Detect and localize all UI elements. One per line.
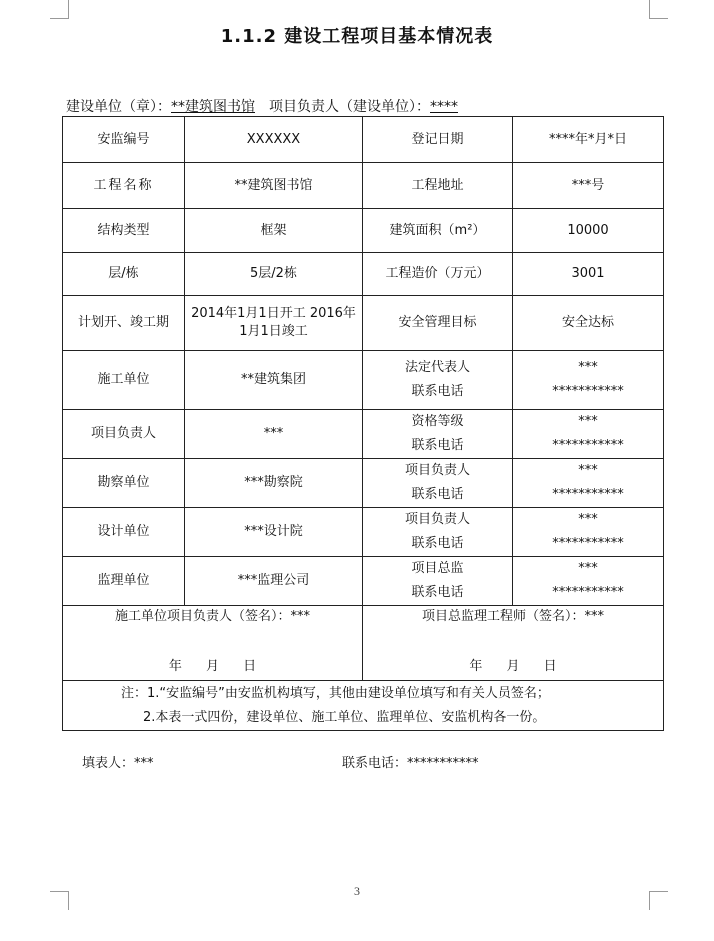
signature-date: 年 月 日 [168, 659, 257, 674]
table-row [63, 296, 664, 351]
field-label: 联系电话 [411, 438, 464, 453]
cell-label: 监理单位 [63, 557, 185, 606]
cell-label: 项目负责人 [63, 410, 185, 459]
builder-value: **建筑图书馆 [171, 99, 255, 115]
field-label: 项目负责人 [404, 463, 470, 478]
cell-label-pair [363, 459, 513, 508]
table-row [63, 410, 664, 459]
cell-label-pair [363, 508, 513, 557]
cell-label: 工程名称 [63, 163, 185, 209]
notes-row [63, 681, 664, 731]
cell-value: 3001 [513, 253, 664, 296]
page-number: 3 [354, 884, 360, 898]
page-title: 1.1.2 建设工程项目基本情况表 [220, 26, 494, 47]
cell-value: 安全达标 [513, 296, 664, 351]
cell-value: ***号 [513, 163, 664, 209]
cell-value: ****年*月*日 [513, 117, 664, 163]
notes-cell [63, 681, 664, 731]
table-row [63, 253, 664, 296]
cell-value: 5层/2栋 [185, 253, 363, 296]
cell-value: *** [185, 410, 363, 459]
field-label: 联系电话 [411, 487, 464, 502]
cell-label: 计划开、竣工期 [63, 296, 185, 351]
field-value: *** [578, 512, 598, 527]
note-line: 注：1.“安监编号”由安监机构填写，其他由建设单位填写和有关人员签名； [121, 685, 550, 701]
table-row [63, 557, 664, 606]
table-row [63, 459, 664, 508]
field-value: *********** [552, 438, 624, 453]
table-row [63, 508, 664, 557]
cell-value-pair [513, 351, 664, 410]
table-row [63, 163, 664, 209]
field-value: *********** [552, 487, 624, 502]
cell-value: 10000 [513, 209, 664, 253]
owner-value: **** [430, 99, 458, 115]
supervisor-signature-label: 项目总监理工程师（签名）：*** [421, 609, 604, 624]
cell-value-pair [513, 557, 664, 606]
contractor-signature-cell [63, 606, 363, 681]
phone-field: 联系电话：*********** [342, 756, 479, 771]
project-info-table [62, 116, 664, 731]
table-row [63, 209, 664, 253]
project-meta-line [66, 96, 458, 116]
cell-label: 工程造价（万元） [363, 253, 513, 296]
field-value: *** [578, 360, 598, 375]
field-label: 联系电话 [411, 536, 464, 551]
note-line: 2.本表一式四份，建设单位、施工单位、监理单位、安监机构各一份。 [143, 709, 546, 725]
builder-label: 建设单位（章）： [66, 99, 171, 115]
cell-label: 勘察单位 [63, 459, 185, 508]
cell-label: 施工单位 [63, 351, 185, 410]
table-row [63, 351, 664, 410]
supervisor-signature-cell [363, 606, 664, 681]
field-label: 项目总监 [411, 561, 464, 576]
cell-label: 层/栋 [63, 253, 185, 296]
field-value: *** [578, 463, 598, 478]
cell-value: **建筑图书馆 [185, 163, 363, 209]
cell-label-pair [363, 557, 513, 606]
cell-value: ***监理公司 [185, 557, 363, 606]
contractor-signature-label: 施工单位项目负责人（签名）：*** [114, 609, 310, 624]
signature-date: 年 月 日 [469, 659, 557, 674]
crop-mark-top-left [50, 0, 69, 19]
field-value: *********** [552, 384, 624, 399]
cell-label: 登记日期 [363, 117, 513, 163]
cell-label: 安监编号 [63, 117, 185, 163]
cell-value: XXXXXX [185, 117, 363, 163]
cell-label: 安全管理目标 [363, 296, 513, 351]
cell-value: **建筑集团 [185, 351, 363, 410]
cell-label: 工程地址 [363, 163, 513, 209]
field-value: *********** [552, 536, 624, 551]
cell-value: 框架 [185, 209, 363, 253]
field-value: *** [578, 561, 598, 576]
cell-value: ***勘察院 [185, 459, 363, 508]
field-value: *********** [552, 585, 624, 600]
field-label: 项目负责人 [404, 512, 470, 527]
cell-label-pair [363, 351, 513, 410]
cell-label: 结构类型 [63, 209, 185, 253]
cell-value-pair [513, 508, 664, 557]
field-label: 法定代表人 [404, 360, 470, 375]
field-value: *** [578, 414, 598, 429]
field-label: 资格等级 [411, 414, 464, 429]
field-label: 联系电话 [411, 384, 464, 399]
cell-label: 建筑面积（m²） [363, 209, 513, 253]
owner-label: 项目负责人（建设单位）： [269, 99, 430, 115]
table-row [63, 117, 664, 163]
signature-row [63, 606, 664, 681]
cell-label: 设计单位 [63, 508, 185, 557]
cell-value: 2014年1月1日开工 2016年1月1日竣工 [185, 296, 363, 351]
filler-field: 填表人：*** [82, 756, 154, 771]
field-label: 联系电话 [411, 585, 464, 600]
cell-value-pair [513, 459, 664, 508]
crop-mark-top-right [649, 0, 668, 19]
cell-value: ***设计院 [185, 508, 363, 557]
cell-value-pair [513, 410, 664, 459]
cell-label-pair [363, 410, 513, 459]
